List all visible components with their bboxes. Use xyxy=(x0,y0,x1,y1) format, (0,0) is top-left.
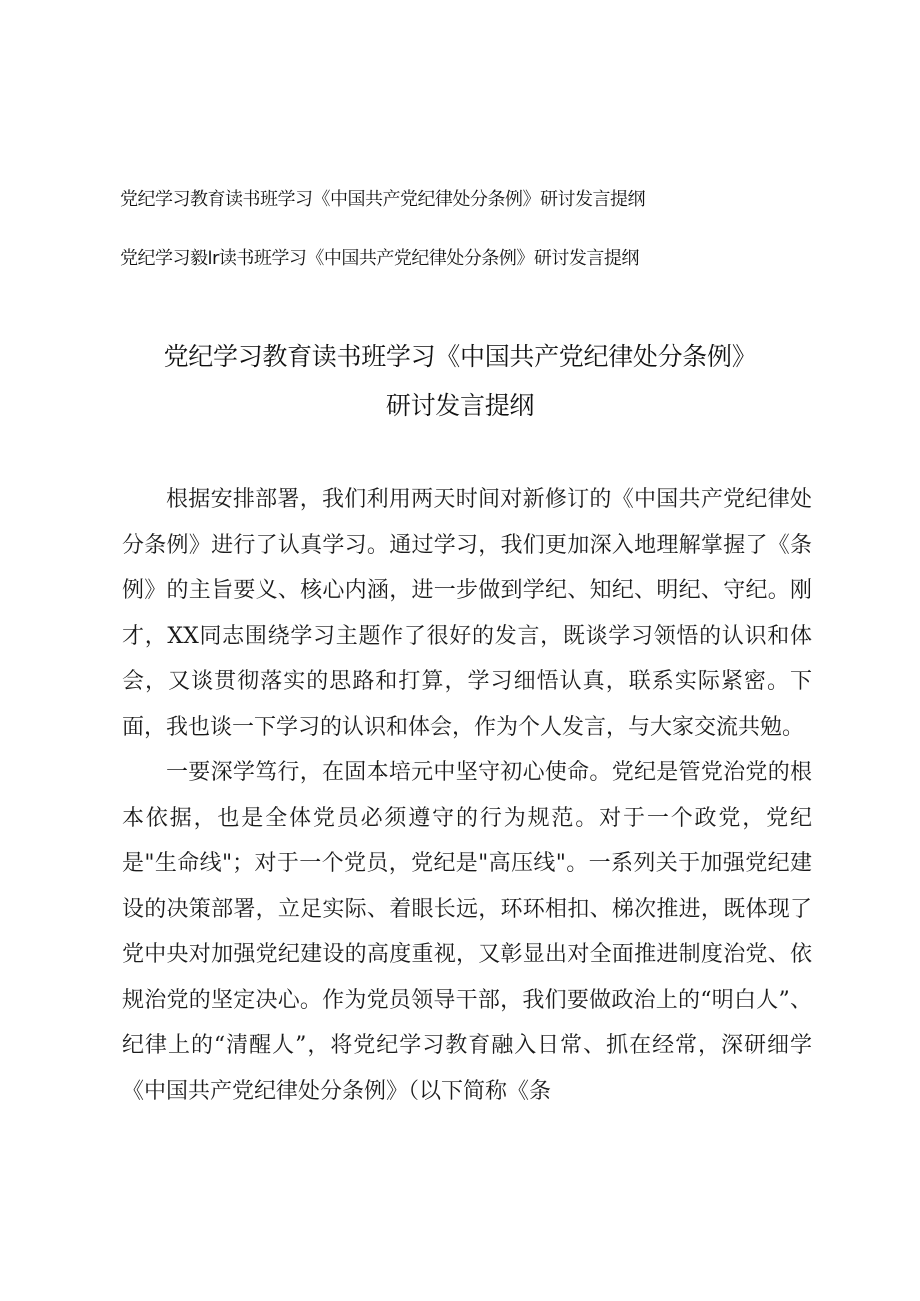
toc-entry: 党纪学习教育读书班学习《中国共产党纪律处分条例》研讨发言提纲 xyxy=(120,189,645,210)
paragraph: 根据安排部署，我们利用两天时间对新修订的《中国共产党纪律处分条例》进行了认真学习。通过学习，我们更加深入地理解掌握了《条例》的主旨要义、核心内涵，进一步做到学纪、知纪、明纪、守纪。刚才，XX同志围绕学习主题作了很好的发言，既谈学习领悟的认识和体会，又谈贯彻落实的思路和打算，学习细悟认真，联系实际紧密。下面，我也谈一下学习的认识和体会，作为个人发言，与大家交流共勉。 xyxy=(122,487,812,740)
document-title-line-1: 党纪学习教育读书班学习《中国共产党纪律处分条例》 xyxy=(163,342,757,371)
document-body xyxy=(122,477,812,1114)
paragraph: 一要深学笃行，在固本培元中坚守初心使命。党纪是管党治党的根本依据，也是全体党员必须遵守的行为规范。对于一个政党，党纪是"生命线"；对于一个党员，党纪是"高压线"。一系列关于加强党纪建设的决策部署，立足实际、着眼长远，环环相扣、梯次推进，既体现了党中央对加强党纪建设的高度重视，又彰显出对全面推进制度治党、依规治党的坚定决心。作为党员领导干部，我们要做政治上的“明白人”、纪律上的“清醒人”，将党纪学习教育融入日常、抓在经常，深研细学《中国共产党纪律处分条例》（以下简称《条 xyxy=(122,760,812,1104)
document-title-line-2: 研讨发言提纲 xyxy=(385,391,535,420)
toc-entry: 党纪学习毅lr读书班学习《中国共产党纪律处分条例》研讨发言提纲 xyxy=(120,248,639,269)
